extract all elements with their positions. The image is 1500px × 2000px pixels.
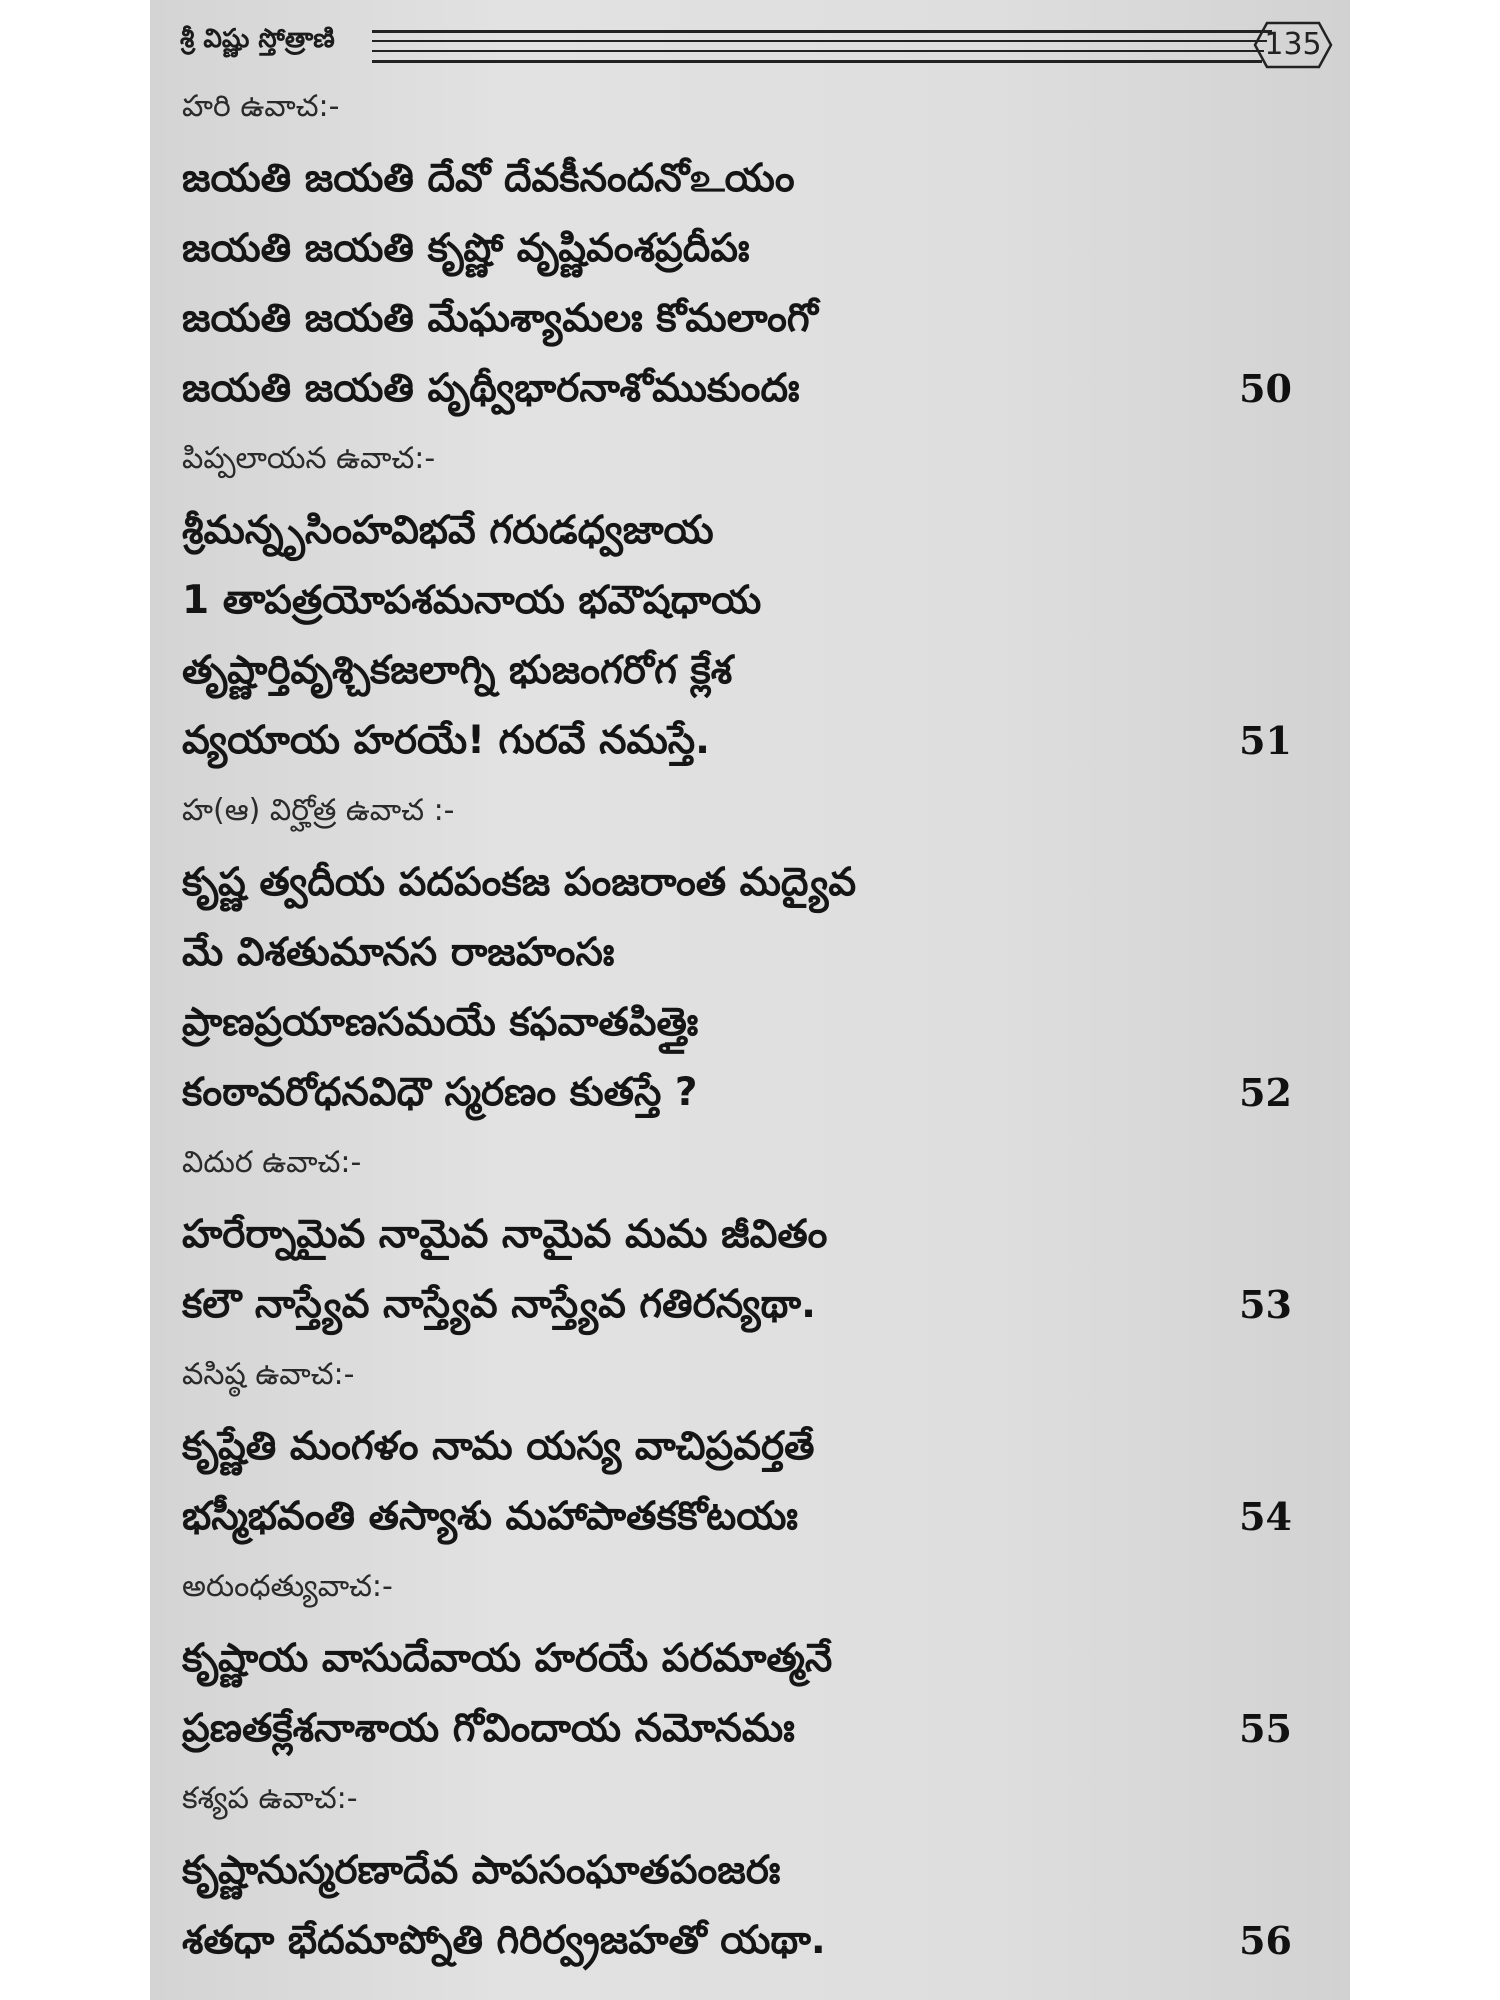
page-header	[180, 18, 1335, 74]
verse-line	[182, 1270, 1302, 1340]
verse	[182, 496, 1302, 776]
page-number-badge	[1253, 20, 1333, 70]
book-page	[150, 0, 1350, 2000]
verse-line: 1 తాపత్రయోపశమనాయ భవౌషధాయ	[182, 578, 762, 623]
header-rule	[372, 60, 1262, 63]
verse	[182, 1412, 1302, 1552]
page-number: 135	[1264, 27, 1322, 62]
verse-number: 55	[1239, 1706, 1292, 1751]
speaker-label: హ(ఆ) విర్హోత్ర ఉవాచ :-	[182, 793, 455, 828]
stotra-text	[182, 80, 1302, 1984]
verse-line	[182, 1694, 1302, 1764]
header-rule	[372, 40, 1267, 42]
verse-line	[182, 1058, 1302, 1128]
verse	[182, 848, 1302, 1128]
verse-line-text: వ్యయాయ హరయే! గురవే నమస్తే.	[182, 718, 710, 763]
verse-number: 56	[1239, 1918, 1292, 1963]
verse	[182, 144, 1302, 424]
verse-section	[182, 784, 1302, 1128]
verse-number: 50	[1239, 366, 1292, 411]
verse-line-text: శతధా భేదమాప్నోతి గిరిర్వ్రజహతో యథా.	[182, 1918, 826, 1963]
verse-line: కృష్ణాయ వాసుదేవాయ హరయే పరమాత్మనే	[182, 1636, 833, 1681]
verse-section	[182, 1560, 1302, 1764]
verse-section	[182, 432, 1302, 776]
verse-line	[182, 1906, 1302, 1976]
verse-line-text: కలౌ నాస్త్యేవ నాస్త్యేవ నాస్త్యేవ గతిరన్యథా.	[182, 1282, 816, 1327]
verse-line: కృష్ణానుస్మరణాదేవ పాపసంఘాతపంజరః	[182, 1848, 781, 1893]
verse	[182, 1200, 1302, 1340]
verse-section	[182, 1772, 1302, 1976]
verse-line: హరేర్నామైవ నామైవ నామైవ మమ జీవితం	[182, 1212, 828, 1257]
verse-line-text: జయతి జయతి పృథ్వీభారనాశోముకుందః	[182, 366, 800, 411]
verse-line: తృష్ణార్తివృశ్చికజలాగ్ని భుజంగరోగ క్లేశ	[182, 648, 733, 693]
speaker-label: కశ్యప ఉవాచ:-	[182, 1781, 358, 1816]
verse-section	[182, 1136, 1302, 1340]
verse-line-text: భస్మీభవంతి తస్యాశు మహాపాతకకోటయః	[182, 1494, 798, 1539]
verse-line: జయతి జయతి దేవో దేవకీనందనోஉయం	[182, 156, 795, 201]
speaker-label: పిప్పలాయన ఉవాచ:-	[182, 441, 436, 476]
speaker-label: హరి ఉవాచ:-	[182, 89, 340, 124]
verse-number: 52	[1239, 1070, 1292, 1115]
verse-line: ప్రాణప్రయాణసమయే కఫవాతపిత్తైః	[182, 1000, 699, 1045]
verse-number: 53	[1239, 1282, 1292, 1327]
verse-line: మే విశతుమానస రాజహంసః	[182, 930, 615, 975]
verse-line-text: ప్రణతక్లేశనాశాయ గోవిందాయ నమోనమః	[182, 1706, 795, 1751]
verse-line	[182, 354, 1302, 424]
header-rule	[372, 50, 1264, 52]
speaker-label: విదుర ఉవాచ:-	[182, 1145, 362, 1180]
header-rule	[372, 30, 1272, 33]
speaker-label: వసిష్ఠ ఉవాచ:-	[182, 1357, 355, 1392]
verse	[182, 1836, 1302, 1976]
verse-section	[182, 80, 1302, 424]
verse-number: 51	[1239, 718, 1292, 763]
verse-number: 54	[1239, 1494, 1292, 1539]
verse-line	[182, 1482, 1302, 1552]
verse-line: జయతి జయతి కృష్ణో వృష్ణివంశప్రదీపః	[182, 226, 750, 271]
verse-line: శ్రీమన్నృసింహవిభవే గరుడధ్వజాయ	[182, 508, 714, 553]
verse-line: కృష్ణ త్వదీయ పదపంకజ పంజరాంత మద్యైవ	[182, 860, 857, 905]
running-title: శ్రీ విష్ణు స్తోత్రాణి	[180, 24, 335, 54]
speaker-label: అరుంధత్యువాచ:-	[182, 1569, 393, 1604]
verse-line	[182, 706, 1302, 776]
verse-line-text: కంఠావరోధనవిధౌ స్మరణం కుతస్తే ?	[182, 1070, 698, 1115]
verse	[182, 1624, 1302, 1764]
verse-line: కృష్ణేతి మంగళం నామ యస్య వాచిప్రవర్తతే	[182, 1424, 815, 1469]
verse-line: జయతి జయతి మేఘశ్యామలః కోమలాంగో	[182, 296, 818, 341]
verse-section	[182, 1348, 1302, 1552]
